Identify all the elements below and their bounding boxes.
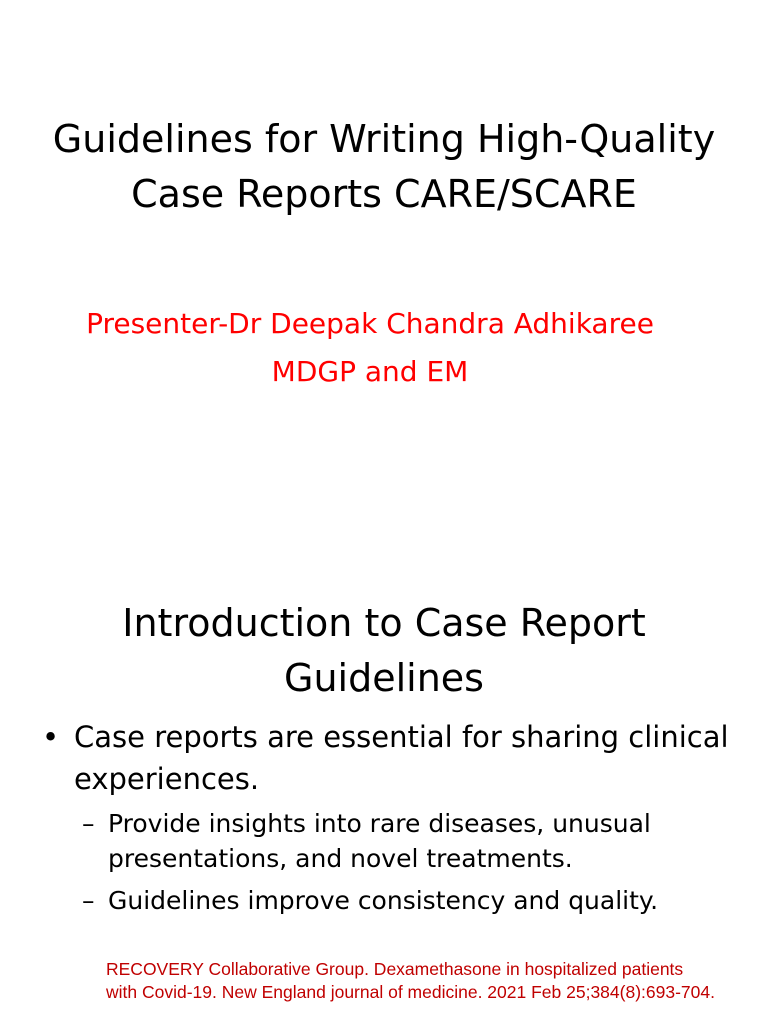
sub-bullet-item [82, 806, 722, 876]
slide-title: Introduction to Case Report Guidelines [122, 601, 646, 700]
sub-bullet-text: Guidelines improve consistency and quality. [108, 886, 659, 915]
sub-bullet-item [82, 883, 722, 918]
bullet-text: Case reports are essential for sharing clinical experiences. [74, 720, 729, 796]
sub-bullet-text: Provide insights into rare diseases, unusual presentations, and novel treatments. [108, 809, 651, 873]
presenter-credentials: MDGP and EM [271, 355, 469, 388]
presentation-title: Guidelines for Writing High-Quality Case Reports CARE/SCARE [52, 117, 716, 216]
presenter-name: Presenter-Dr Deepak Chandra Adhikaree [86, 307, 654, 340]
bullet-item [42, 716, 732, 800]
bullet-dot-icon: • [42, 720, 60, 754]
dash-icon: – [82, 886, 95, 915]
dash-icon: – [82, 809, 95, 838]
presenter-block [40, 300, 700, 396]
sub-bullet-list [82, 806, 722, 925]
reference-citation: RECOVERY Collaborative Group. Dexamethasone in hospitalized patients with Covid-19. New England journal of medicine. 2021 Feb 25;384(8):693-704. [106, 959, 715, 1002]
intro-slide [0, 512, 768, 1024]
